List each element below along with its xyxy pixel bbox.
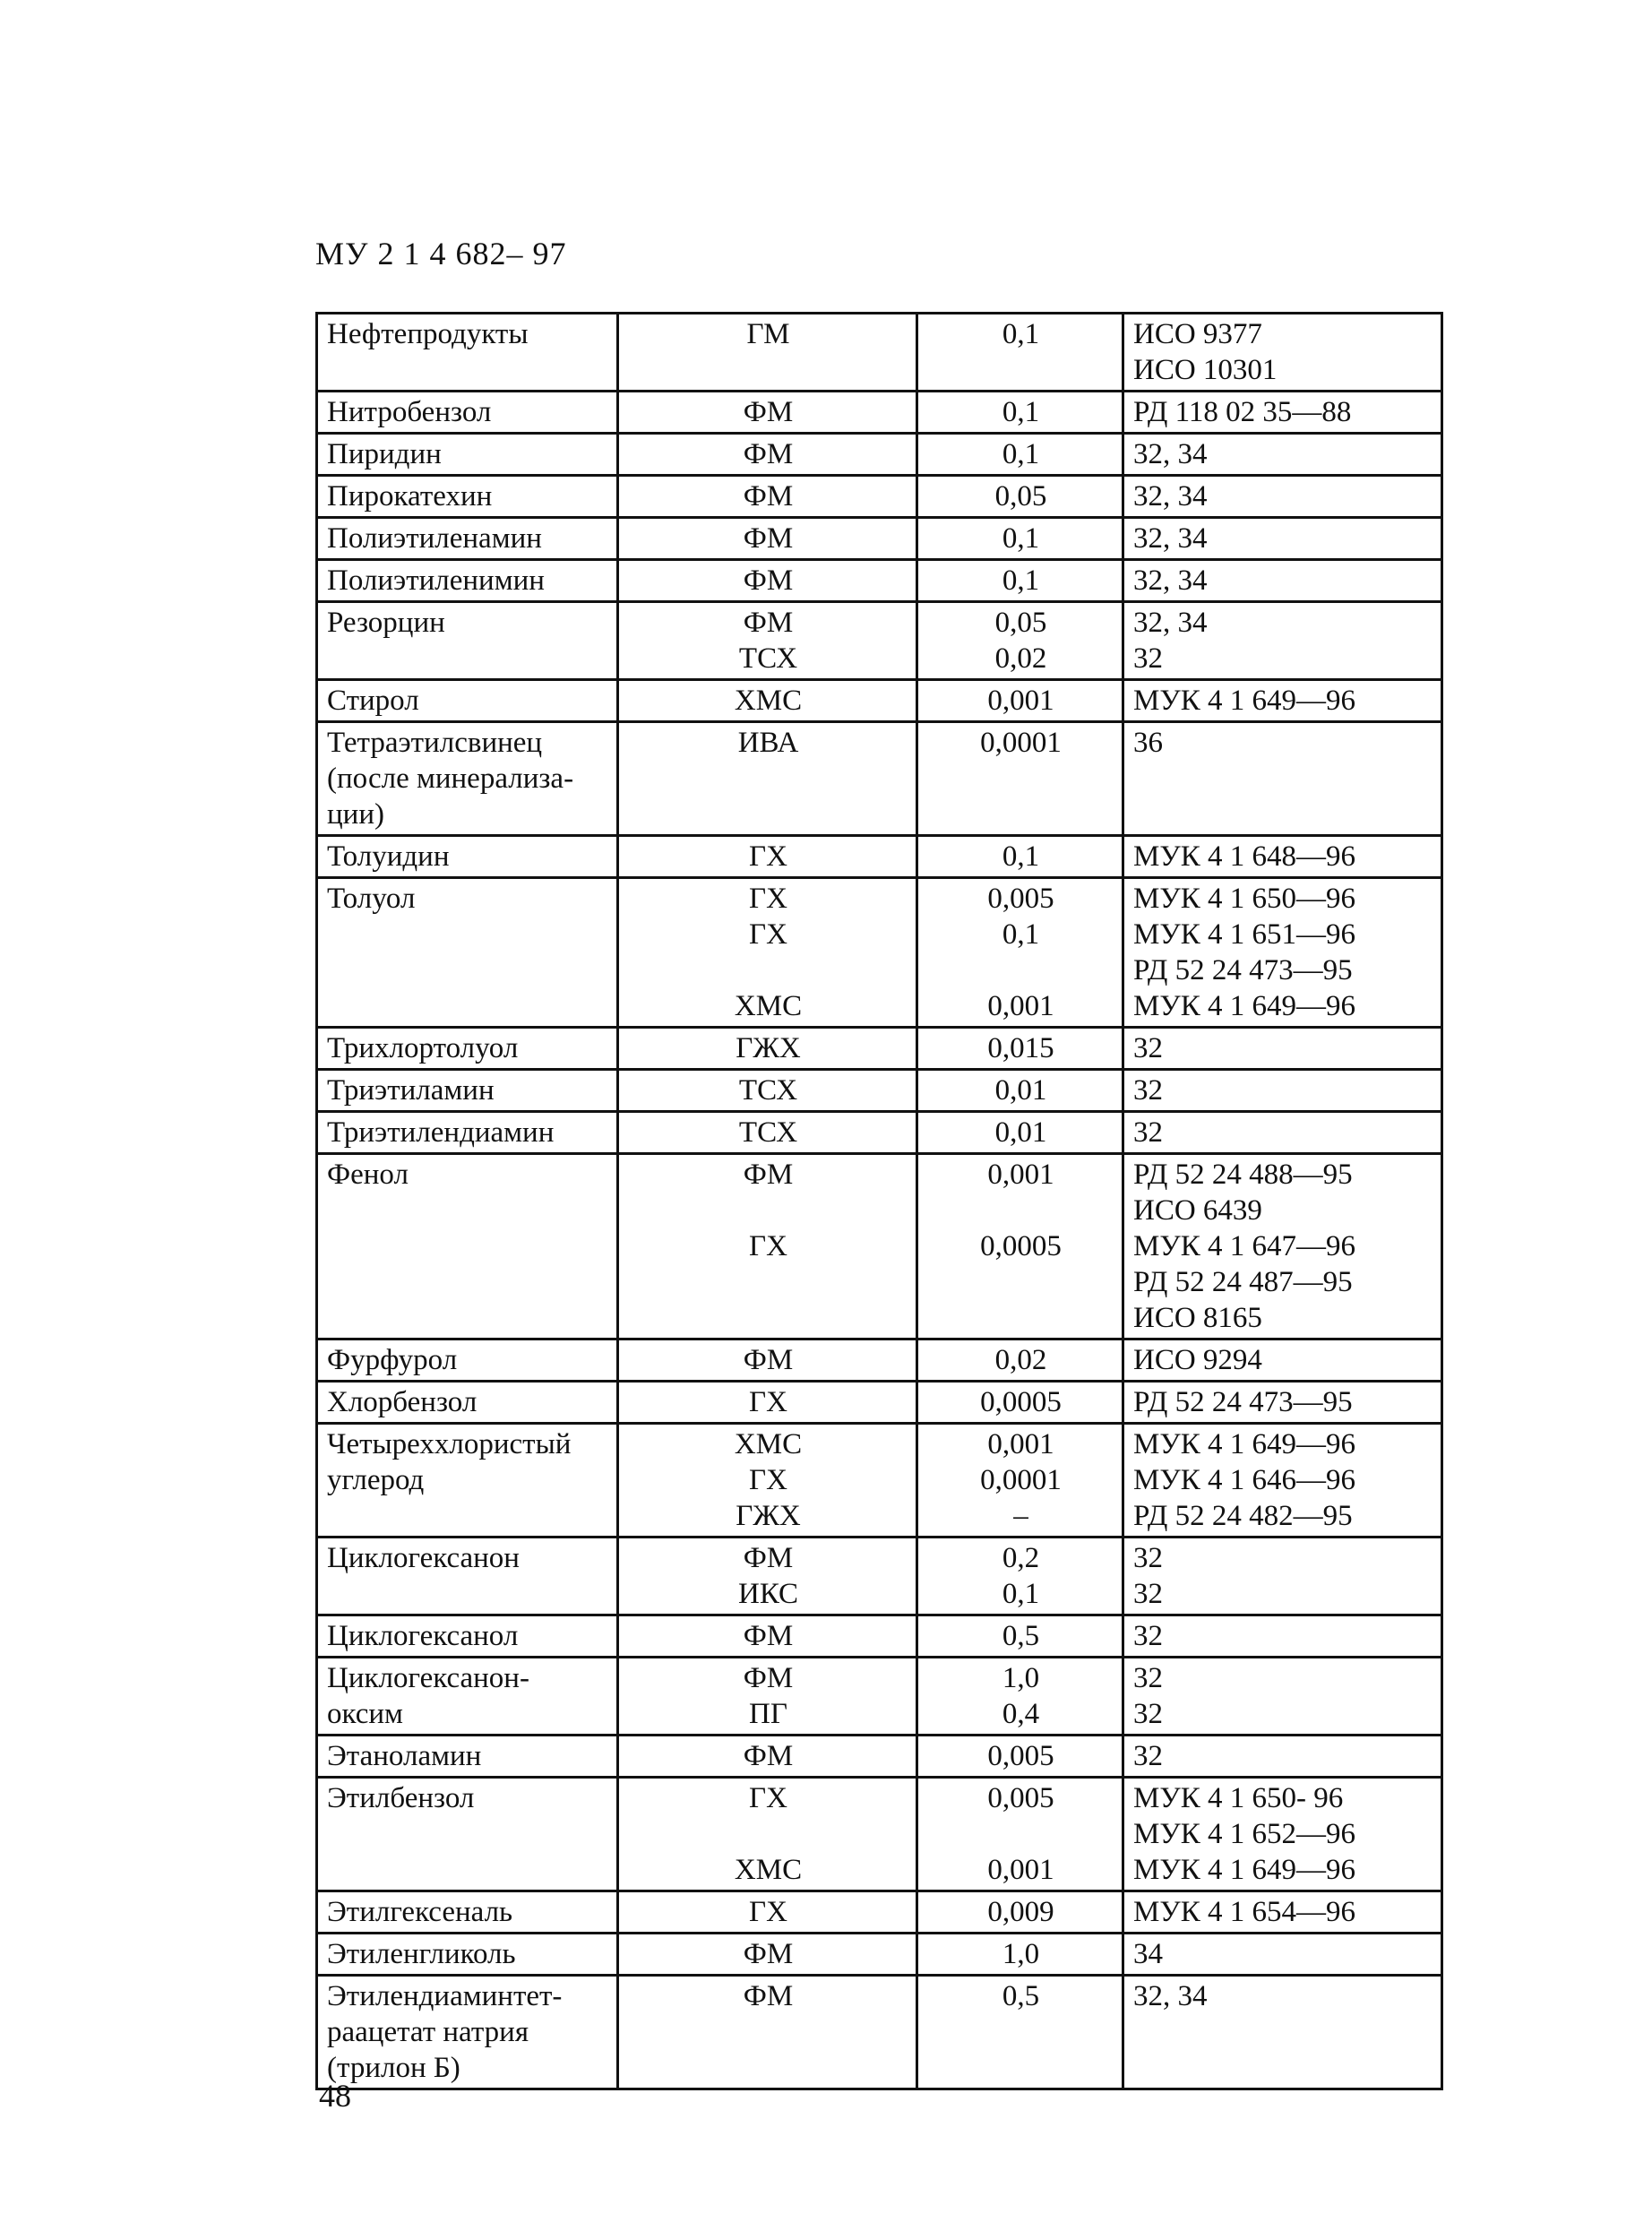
method-cell bbox=[618, 836, 917, 878]
reference-doc-cell bbox=[1123, 560, 1442, 602]
method-line: ГХ bbox=[749, 840, 787, 873]
detection-limit-cell bbox=[917, 836, 1123, 878]
reference-doc-line: МУК 4 1 652—96 bbox=[1133, 1818, 1355, 1850]
reference-doc-line: 32, 34 bbox=[1133, 480, 1208, 513]
method-cell bbox=[618, 518, 917, 560]
reference-doc-cell bbox=[1123, 392, 1442, 434]
detection-limit-cell bbox=[917, 560, 1123, 602]
method-cell bbox=[618, 1658, 917, 1736]
method-cell bbox=[618, 1538, 917, 1615]
substance-name-line: Циклогексанон- bbox=[327, 1662, 529, 1694]
reference-doc-line: 32 bbox=[1133, 1032, 1163, 1064]
method-line: ТСХ bbox=[738, 1116, 798, 1149]
method-cell bbox=[618, 1934, 917, 1976]
detection-limit-line: 0,5 bbox=[1002, 1980, 1040, 2012]
table-row bbox=[317, 434, 1442, 476]
method-line: ПГ bbox=[749, 1698, 787, 1730]
table-row bbox=[317, 1736, 1442, 1778]
detection-limit-line: 0,2 bbox=[1002, 1542, 1040, 1574]
detection-limit-cell bbox=[917, 1028, 1123, 1070]
detection-limit-line: 0,001 bbox=[987, 685, 1054, 717]
detection-limit-cell bbox=[917, 1615, 1123, 1658]
substance-name-cell bbox=[317, 722, 618, 836]
reference-doc-cell bbox=[1123, 1070, 1442, 1112]
table-row bbox=[317, 1154, 1442, 1339]
detection-limit-cell bbox=[917, 680, 1123, 722]
detection-limit-cell bbox=[917, 1112, 1123, 1154]
reference-doc-cell bbox=[1123, 1976, 1442, 2089]
table-row bbox=[317, 1976, 1442, 2089]
substance-name-cell bbox=[317, 602, 618, 680]
method-line: ФМ bbox=[743, 1938, 794, 1970]
reference-doc-cell bbox=[1123, 1424, 1442, 1538]
reference-doc-line: РД 52 24 473—95 bbox=[1133, 954, 1353, 986]
method-line: ХМС bbox=[734, 1854, 803, 1886]
detection-limit-line: 0,1 bbox=[1002, 396, 1040, 428]
method-line: ФМ bbox=[743, 480, 794, 513]
reference-doc-line: РД 52 24 473—95 bbox=[1133, 1386, 1353, 1418]
reference-doc-cell bbox=[1123, 680, 1442, 722]
substance-name-line: Тетраэтилсвинец bbox=[327, 727, 543, 759]
substance-name-line: Пирокатехин bbox=[327, 480, 493, 513]
table-row bbox=[317, 392, 1442, 434]
table-row bbox=[317, 1778, 1442, 1891]
reference-doc-cell bbox=[1123, 836, 1442, 878]
table-row bbox=[317, 722, 1442, 836]
detection-limit-cell bbox=[917, 1934, 1123, 1976]
table-row bbox=[317, 1538, 1442, 1615]
reference-doc-cell bbox=[1123, 1028, 1442, 1070]
substances-table bbox=[315, 312, 1443, 2090]
method-cell bbox=[618, 1154, 917, 1339]
detection-limit-line bbox=[927, 1193, 1114, 1228]
reference-doc-line: 32 bbox=[1133, 1074, 1163, 1107]
reference-doc-line: 32 bbox=[1133, 1578, 1163, 1610]
method-line: ФМ bbox=[743, 1344, 794, 1376]
method-cell bbox=[618, 314, 917, 392]
method-line: ГХ bbox=[749, 1464, 787, 1496]
substance-name-line: Четыреххлористый bbox=[327, 1428, 572, 1460]
substance-name-line: Нитробензол bbox=[327, 396, 492, 428]
page-number: 48 bbox=[319, 2078, 351, 2114]
method-line: ФМ bbox=[743, 564, 794, 597]
detection-limit-cell bbox=[917, 434, 1123, 476]
reference-doc-line: ИСО 6439 bbox=[1133, 1194, 1262, 1227]
substance-name-line: углерод bbox=[327, 1464, 425, 1496]
method-line: ГХ bbox=[749, 883, 787, 915]
substance-name-line: (после минерализа- bbox=[327, 762, 574, 795]
method-line: ФМ bbox=[743, 607, 794, 639]
substance-name-cell bbox=[317, 1778, 618, 1891]
reference-doc-line: МУК 4 1 650- 96 bbox=[1133, 1782, 1344, 1814]
reference-doc-cell bbox=[1123, 1339, 1442, 1382]
substance-name-line: Этилбензол bbox=[327, 1782, 475, 1814]
detection-limit-cell bbox=[917, 1778, 1123, 1891]
detection-limit-line bbox=[927, 1264, 1114, 1300]
table-row bbox=[317, 680, 1442, 722]
table-row bbox=[317, 602, 1442, 680]
detection-limit-line: 0,05 bbox=[994, 607, 1047, 639]
detection-limit-line: 0,005 bbox=[987, 883, 1054, 915]
detection-limit-line: 0,015 bbox=[987, 1032, 1054, 1064]
reference-doc-line: ИСО 9377 bbox=[1133, 318, 1262, 350]
method-cell bbox=[618, 476, 917, 518]
substance-name-cell bbox=[317, 680, 618, 722]
method-cell bbox=[618, 560, 917, 602]
substance-name-line: Полиэтиленимин bbox=[327, 564, 545, 597]
method-line bbox=[628, 952, 908, 988]
substance-name-cell bbox=[317, 836, 618, 878]
method-line: ГХ bbox=[749, 918, 787, 951]
table-row bbox=[317, 1891, 1442, 1934]
substance-name-cell bbox=[317, 1382, 618, 1424]
reference-doc-cell bbox=[1123, 1934, 1442, 1976]
method-line: ФМ bbox=[743, 522, 794, 555]
reference-doc-line: 32 bbox=[1133, 1116, 1163, 1149]
substance-name-line: Хлорбензол bbox=[327, 1386, 478, 1418]
reference-doc-line: ИСО 8165 bbox=[1133, 1302, 1262, 1334]
substance-name-cell bbox=[317, 434, 618, 476]
method-line: ГХ bbox=[749, 1896, 787, 1928]
method-line: ФМ bbox=[743, 1620, 794, 1652]
substance-name-cell bbox=[317, 314, 618, 392]
detection-limit-line: 0,0001 bbox=[980, 1464, 1062, 1496]
method-line: ТСХ bbox=[738, 1074, 798, 1107]
method-line: ГМ bbox=[746, 318, 790, 350]
reference-doc-line: МУК 4 1 649—96 bbox=[1133, 1854, 1355, 1886]
substance-name-cell bbox=[317, 1028, 618, 1070]
method-line: ИКС bbox=[737, 1578, 799, 1610]
document-code-header: МУ 2 1 4 682– 97 bbox=[315, 236, 567, 271]
reference-doc-line: 32 bbox=[1133, 1662, 1163, 1694]
reference-doc-line: 32, 34 bbox=[1133, 564, 1208, 597]
detection-limit-line: 0,1 bbox=[1002, 1578, 1040, 1610]
substance-name-cell bbox=[317, 476, 618, 518]
substance-name-cell bbox=[317, 1424, 618, 1538]
detection-limit-line: 0,5 bbox=[1002, 1620, 1040, 1652]
detection-limit-cell bbox=[917, 392, 1123, 434]
reference-doc-line: РД 52 24 488—95 bbox=[1133, 1159, 1353, 1191]
reference-doc-line: 32 bbox=[1133, 1620, 1163, 1652]
reference-doc-cell bbox=[1123, 1538, 1442, 1615]
method-line: ФМ bbox=[743, 1740, 794, 1772]
reference-doc-line: 32 bbox=[1133, 642, 1163, 675]
reference-doc-cell bbox=[1123, 1736, 1442, 1778]
substance-name-cell bbox=[317, 560, 618, 602]
detection-limit-line: 0,4 bbox=[1002, 1698, 1040, 1730]
detection-limit-cell bbox=[917, 1382, 1123, 1424]
substance-name-cell bbox=[317, 1976, 618, 2089]
table-row bbox=[317, 1615, 1442, 1658]
substance-name-cell bbox=[317, 1339, 618, 1382]
reference-doc-cell bbox=[1123, 1658, 1442, 1736]
detection-limit-line: 0,001 bbox=[987, 1159, 1054, 1191]
table-row bbox=[317, 1070, 1442, 1112]
reference-doc-line: МУК 4 1 648—96 bbox=[1133, 840, 1355, 873]
detection-limit-line: 0,005 bbox=[987, 1782, 1054, 1814]
detection-limit-line: 0,001 bbox=[987, 1854, 1054, 1886]
table-row bbox=[317, 560, 1442, 602]
substance-name-line: Циклогексанон bbox=[327, 1542, 520, 1574]
table-row bbox=[317, 878, 1442, 1028]
method-cell bbox=[618, 1891, 917, 1934]
reference-doc-line: 32, 34 bbox=[1133, 522, 1208, 555]
substance-name-line: Этиленгликоль bbox=[327, 1938, 516, 1970]
method-cell bbox=[618, 1736, 917, 1778]
reference-doc-line: МУК 4 1 646—96 bbox=[1133, 1464, 1355, 1496]
method-line: ГХ bbox=[749, 1386, 787, 1418]
reference-doc-line: МУК 4 1 650—96 bbox=[1133, 883, 1355, 915]
reference-doc-cell bbox=[1123, 1154, 1442, 1339]
method-cell bbox=[618, 1028, 917, 1070]
method-line: ИВА bbox=[737, 727, 799, 759]
reference-doc-line: РД 52 24 487—95 bbox=[1133, 1266, 1353, 1298]
detection-limit-cell bbox=[917, 1339, 1123, 1382]
substance-name-line: Полиэтиленамин bbox=[327, 522, 542, 555]
substance-name-cell bbox=[317, 1891, 618, 1934]
reference-doc-cell bbox=[1123, 1382, 1442, 1424]
substance-name-cell bbox=[317, 1934, 618, 1976]
detection-limit-cell bbox=[917, 1976, 1123, 2089]
method-cell bbox=[618, 680, 917, 722]
detection-limit-cell bbox=[917, 1538, 1123, 1615]
table-row bbox=[317, 1934, 1442, 1976]
table-row bbox=[317, 836, 1442, 878]
detection-limit-line: 0,02 bbox=[994, 642, 1047, 675]
reference-doc-line: 32 bbox=[1133, 1698, 1163, 1730]
detection-limit-line: 0,001 bbox=[987, 1428, 1054, 1460]
method-cell bbox=[618, 392, 917, 434]
method-line: ГЖХ bbox=[736, 1500, 801, 1532]
detection-limit-line: 0,02 bbox=[994, 1344, 1047, 1376]
method-line: ГЖХ bbox=[736, 1032, 801, 1064]
reference-doc-cell bbox=[1123, 722, 1442, 836]
method-line: ХМС bbox=[734, 685, 803, 717]
table-row bbox=[317, 1112, 1442, 1154]
detection-limit-line: 0,009 bbox=[987, 1896, 1054, 1928]
method-cell bbox=[618, 1778, 917, 1891]
substance-name-line: Нефтепродукты bbox=[327, 318, 529, 350]
reference-doc-line: 34 bbox=[1133, 1938, 1163, 1970]
detection-limit-line: 0,005 bbox=[987, 1740, 1054, 1772]
reference-doc-line: 32 bbox=[1133, 1542, 1163, 1574]
method-line: ФМ bbox=[743, 1662, 794, 1694]
substance-name-line: оксим bbox=[327, 1698, 403, 1730]
reference-doc-line: МУК 4 1 649—96 bbox=[1133, 1428, 1355, 1460]
substance-name-line: Толуидин bbox=[327, 840, 450, 873]
table-row bbox=[317, 1658, 1442, 1736]
detection-limit-cell bbox=[917, 722, 1123, 836]
substance-name-line: Трихлортолуол bbox=[327, 1032, 519, 1064]
substance-name-line: (трилон Б) bbox=[327, 2052, 460, 2084]
detection-limit-line bbox=[927, 1300, 1114, 1336]
reference-doc-line: ИСО 10301 bbox=[1133, 354, 1278, 386]
reference-doc-line: РД 52 24 482—95 bbox=[1133, 1500, 1353, 1532]
detection-limit-line: 0,0005 bbox=[980, 1386, 1062, 1418]
detection-limit-line bbox=[927, 1816, 1114, 1852]
detection-limit-line: 0,1 bbox=[1002, 564, 1040, 597]
reference-doc-line: МУК 4 1 647—96 bbox=[1133, 1230, 1355, 1262]
substance-name-line: Триэтилендиамин bbox=[327, 1116, 555, 1149]
substance-name-line: Фенол bbox=[327, 1159, 409, 1191]
detection-limit-cell bbox=[917, 518, 1123, 560]
reference-doc-line: МУК 4 1 649—96 bbox=[1133, 685, 1355, 717]
detection-limit-cell bbox=[917, 1070, 1123, 1112]
method-cell bbox=[618, 434, 917, 476]
detection-limit-line: 0,0001 bbox=[980, 727, 1062, 759]
detection-limit-line: – bbox=[1013, 1500, 1028, 1532]
substance-name-cell bbox=[317, 1615, 618, 1658]
substance-name-cell bbox=[317, 1112, 618, 1154]
detection-limit-cell bbox=[917, 1424, 1123, 1538]
reference-doc-line: ИСО 9294 bbox=[1133, 1344, 1262, 1376]
detection-limit-cell bbox=[917, 1736, 1123, 1778]
reference-doc-cell bbox=[1123, 1891, 1442, 1934]
method-line: ФМ bbox=[743, 1980, 794, 2012]
reference-doc-cell bbox=[1123, 878, 1442, 1028]
detection-limit-line: 1,0 bbox=[1002, 1938, 1040, 1970]
method-cell bbox=[618, 602, 917, 680]
reference-doc-cell bbox=[1123, 602, 1442, 680]
reference-doc-cell bbox=[1123, 1112, 1442, 1154]
method-line bbox=[628, 1264, 908, 1300]
reference-doc-line: 32, 34 bbox=[1133, 607, 1208, 639]
substance-name-line: Резорцин bbox=[327, 607, 445, 639]
method-line bbox=[628, 1193, 908, 1228]
table-row bbox=[317, 1382, 1442, 1424]
detection-limit-line: 0,1 bbox=[1002, 318, 1040, 350]
substance-name-line: Этилгексеналь bbox=[327, 1896, 513, 1928]
method-line: ФМ bbox=[743, 396, 794, 428]
substance-name-cell bbox=[317, 1538, 618, 1615]
method-line: ХМС bbox=[734, 1428, 803, 1460]
method-line: ГХ bbox=[749, 1782, 787, 1814]
reference-doc-line: РД 118 02 35—88 bbox=[1133, 396, 1352, 428]
substance-name-line: Стирол bbox=[327, 685, 419, 717]
substance-name-cell bbox=[317, 1736, 618, 1778]
detection-limit-line: 1,0 bbox=[1002, 1662, 1040, 1694]
detection-limit-cell bbox=[917, 1658, 1123, 1736]
substance-name-cell bbox=[317, 1070, 618, 1112]
substance-name-cell bbox=[317, 518, 618, 560]
method-cell bbox=[618, 1112, 917, 1154]
method-line: ХМС bbox=[734, 990, 803, 1022]
substance-name-cell bbox=[317, 1658, 618, 1736]
detection-limit-cell bbox=[917, 878, 1123, 1028]
reference-doc-line: 36 bbox=[1133, 727, 1163, 759]
substance-name-cell bbox=[317, 392, 618, 434]
substance-name-cell bbox=[317, 1154, 618, 1339]
substance-name-cell bbox=[317, 878, 618, 1028]
method-cell bbox=[618, 1070, 917, 1112]
method-line: ФМ bbox=[743, 1542, 794, 1574]
detection-limit-line: 0,1 bbox=[1002, 840, 1040, 873]
detection-limit-line: 0,01 bbox=[994, 1116, 1047, 1149]
table-row bbox=[317, 476, 1442, 518]
table-row bbox=[317, 314, 1442, 392]
table-row bbox=[317, 518, 1442, 560]
detection-limit-cell bbox=[917, 476, 1123, 518]
reference-doc-cell bbox=[1123, 476, 1442, 518]
method-line: ФМ bbox=[743, 438, 794, 470]
reference-doc-line: 32 bbox=[1133, 1740, 1163, 1772]
reference-doc-line: МУК 4 1 649—96 bbox=[1133, 990, 1355, 1022]
table-body bbox=[317, 314, 1442, 2089]
table-row bbox=[317, 1339, 1442, 1382]
reference-doc-line: МУК 4 1 651—96 bbox=[1133, 918, 1355, 951]
reference-doc-cell bbox=[1123, 1778, 1442, 1891]
detection-limit-cell bbox=[917, 1154, 1123, 1339]
reference-doc-cell bbox=[1123, 314, 1442, 392]
table-row bbox=[317, 1028, 1442, 1070]
method-cell bbox=[618, 1976, 917, 2089]
detection-limit-line: 0,1 bbox=[1002, 918, 1040, 951]
method-line bbox=[628, 1300, 908, 1336]
method-line: ФМ bbox=[743, 1159, 794, 1191]
substance-name-line: Циклогексанол bbox=[327, 1620, 519, 1652]
method-cell bbox=[618, 1424, 917, 1538]
method-cell bbox=[618, 1382, 917, 1424]
reference-doc-line: 32, 34 bbox=[1133, 438, 1208, 470]
reference-doc-cell bbox=[1123, 518, 1442, 560]
reference-doc-line: 32, 34 bbox=[1133, 1980, 1208, 2012]
detection-limit-line: 0,05 bbox=[994, 480, 1047, 513]
detection-limit-line bbox=[927, 952, 1114, 988]
detection-limit-line: 0,1 bbox=[1002, 438, 1040, 470]
substance-name-line: Пиридин bbox=[327, 438, 442, 470]
detection-limit-cell bbox=[917, 1891, 1123, 1934]
method-cell bbox=[618, 722, 917, 836]
reference-doc-line: МУК 4 1 654—96 bbox=[1133, 1896, 1355, 1928]
method-cell bbox=[618, 1339, 917, 1382]
substance-name-line: ции) bbox=[327, 798, 384, 831]
detection-limit-line: 0,1 bbox=[1002, 522, 1040, 555]
reference-doc-cell bbox=[1123, 434, 1442, 476]
detection-limit-cell bbox=[917, 314, 1123, 392]
method-cell bbox=[618, 878, 917, 1028]
method-line: ТСХ bbox=[738, 642, 798, 675]
substance-name-line: раацетат натрия bbox=[327, 2016, 529, 2048]
detection-limit-line: 0,001 bbox=[987, 990, 1054, 1022]
substance-name-line: Этаноламин bbox=[327, 1740, 482, 1772]
substance-name-line: Толуол bbox=[327, 883, 416, 915]
reference-doc-cell bbox=[1123, 1615, 1442, 1658]
method-line bbox=[628, 1816, 908, 1852]
detection-limit-cell bbox=[917, 602, 1123, 680]
table-row bbox=[317, 1424, 1442, 1538]
substance-name-line: Триэтиламин bbox=[327, 1074, 495, 1107]
detection-limit-line: 0,0005 bbox=[980, 1230, 1062, 1262]
detection-limit-line: 0,01 bbox=[994, 1074, 1047, 1107]
substance-name-line: Этилендиаминтет- bbox=[327, 1980, 563, 2012]
method-cell bbox=[618, 1615, 917, 1658]
method-line: ГХ bbox=[749, 1230, 787, 1262]
substance-name-line: Фурфурол bbox=[327, 1344, 458, 1376]
